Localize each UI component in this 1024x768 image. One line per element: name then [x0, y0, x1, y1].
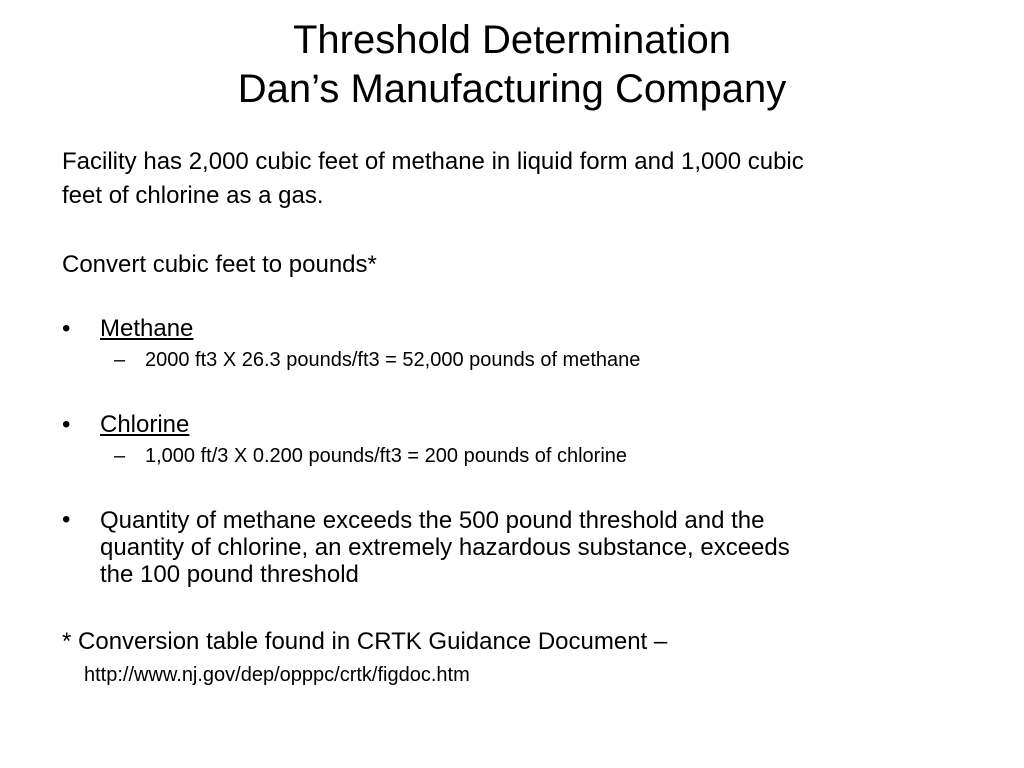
chlorine-calculation: 1,000 ft/3 X 0.200 pounds/ft3 = 200 pounds of chlorine: [145, 445, 628, 467]
intro-line-1: Facility has 2,000 cubic feet of methane in liquid form and 1,000 cubic: [62, 148, 804, 175]
intro-paragraph: [62, 145, 804, 213]
title-line-2: Dan’s Manufacturing Company: [237, 67, 787, 111]
footnote: * Conversion table found in CRTK Guidance Document –: [62, 628, 668, 655]
bullet-marker: •: [62, 411, 71, 438]
bullet-label-methane: Methane: [100, 315, 194, 342]
sub-bullet-marker: –: [114, 349, 126, 371]
conclusion-line-1: Quantity of methane exceeds the 500 pound threshold and the: [100, 507, 765, 534]
bullet-marker: •: [62, 506, 71, 533]
slide-title: [0, 16, 1024, 114]
intro-line-2: feet of chlorine as a gas.: [62, 182, 324, 209]
convert-heading: Convert cubic feet to pounds*: [62, 251, 377, 278]
conclusion-text: [100, 507, 960, 588]
conclusion-line-2: quantity of chlorine, an extremely hazardous substance, exceeds: [100, 534, 790, 561]
conclusion-line-3: the 100 pound threshold: [100, 561, 359, 588]
bullet-marker: •: [62, 315, 71, 342]
bullet-label-chlorine: Chlorine: [100, 411, 190, 438]
methane-calculation: 2000 ft3 X 26.3 pounds/ft3 = 52,000 pounds of methane: [145, 349, 641, 371]
sub-bullet-marker: –: [114, 445, 126, 467]
title-line-1: Threshold Determination: [293, 18, 731, 62]
footnote-url: http://www.nj.gov/dep/opppc/crtk/figdoc.htm: [84, 664, 470, 686]
